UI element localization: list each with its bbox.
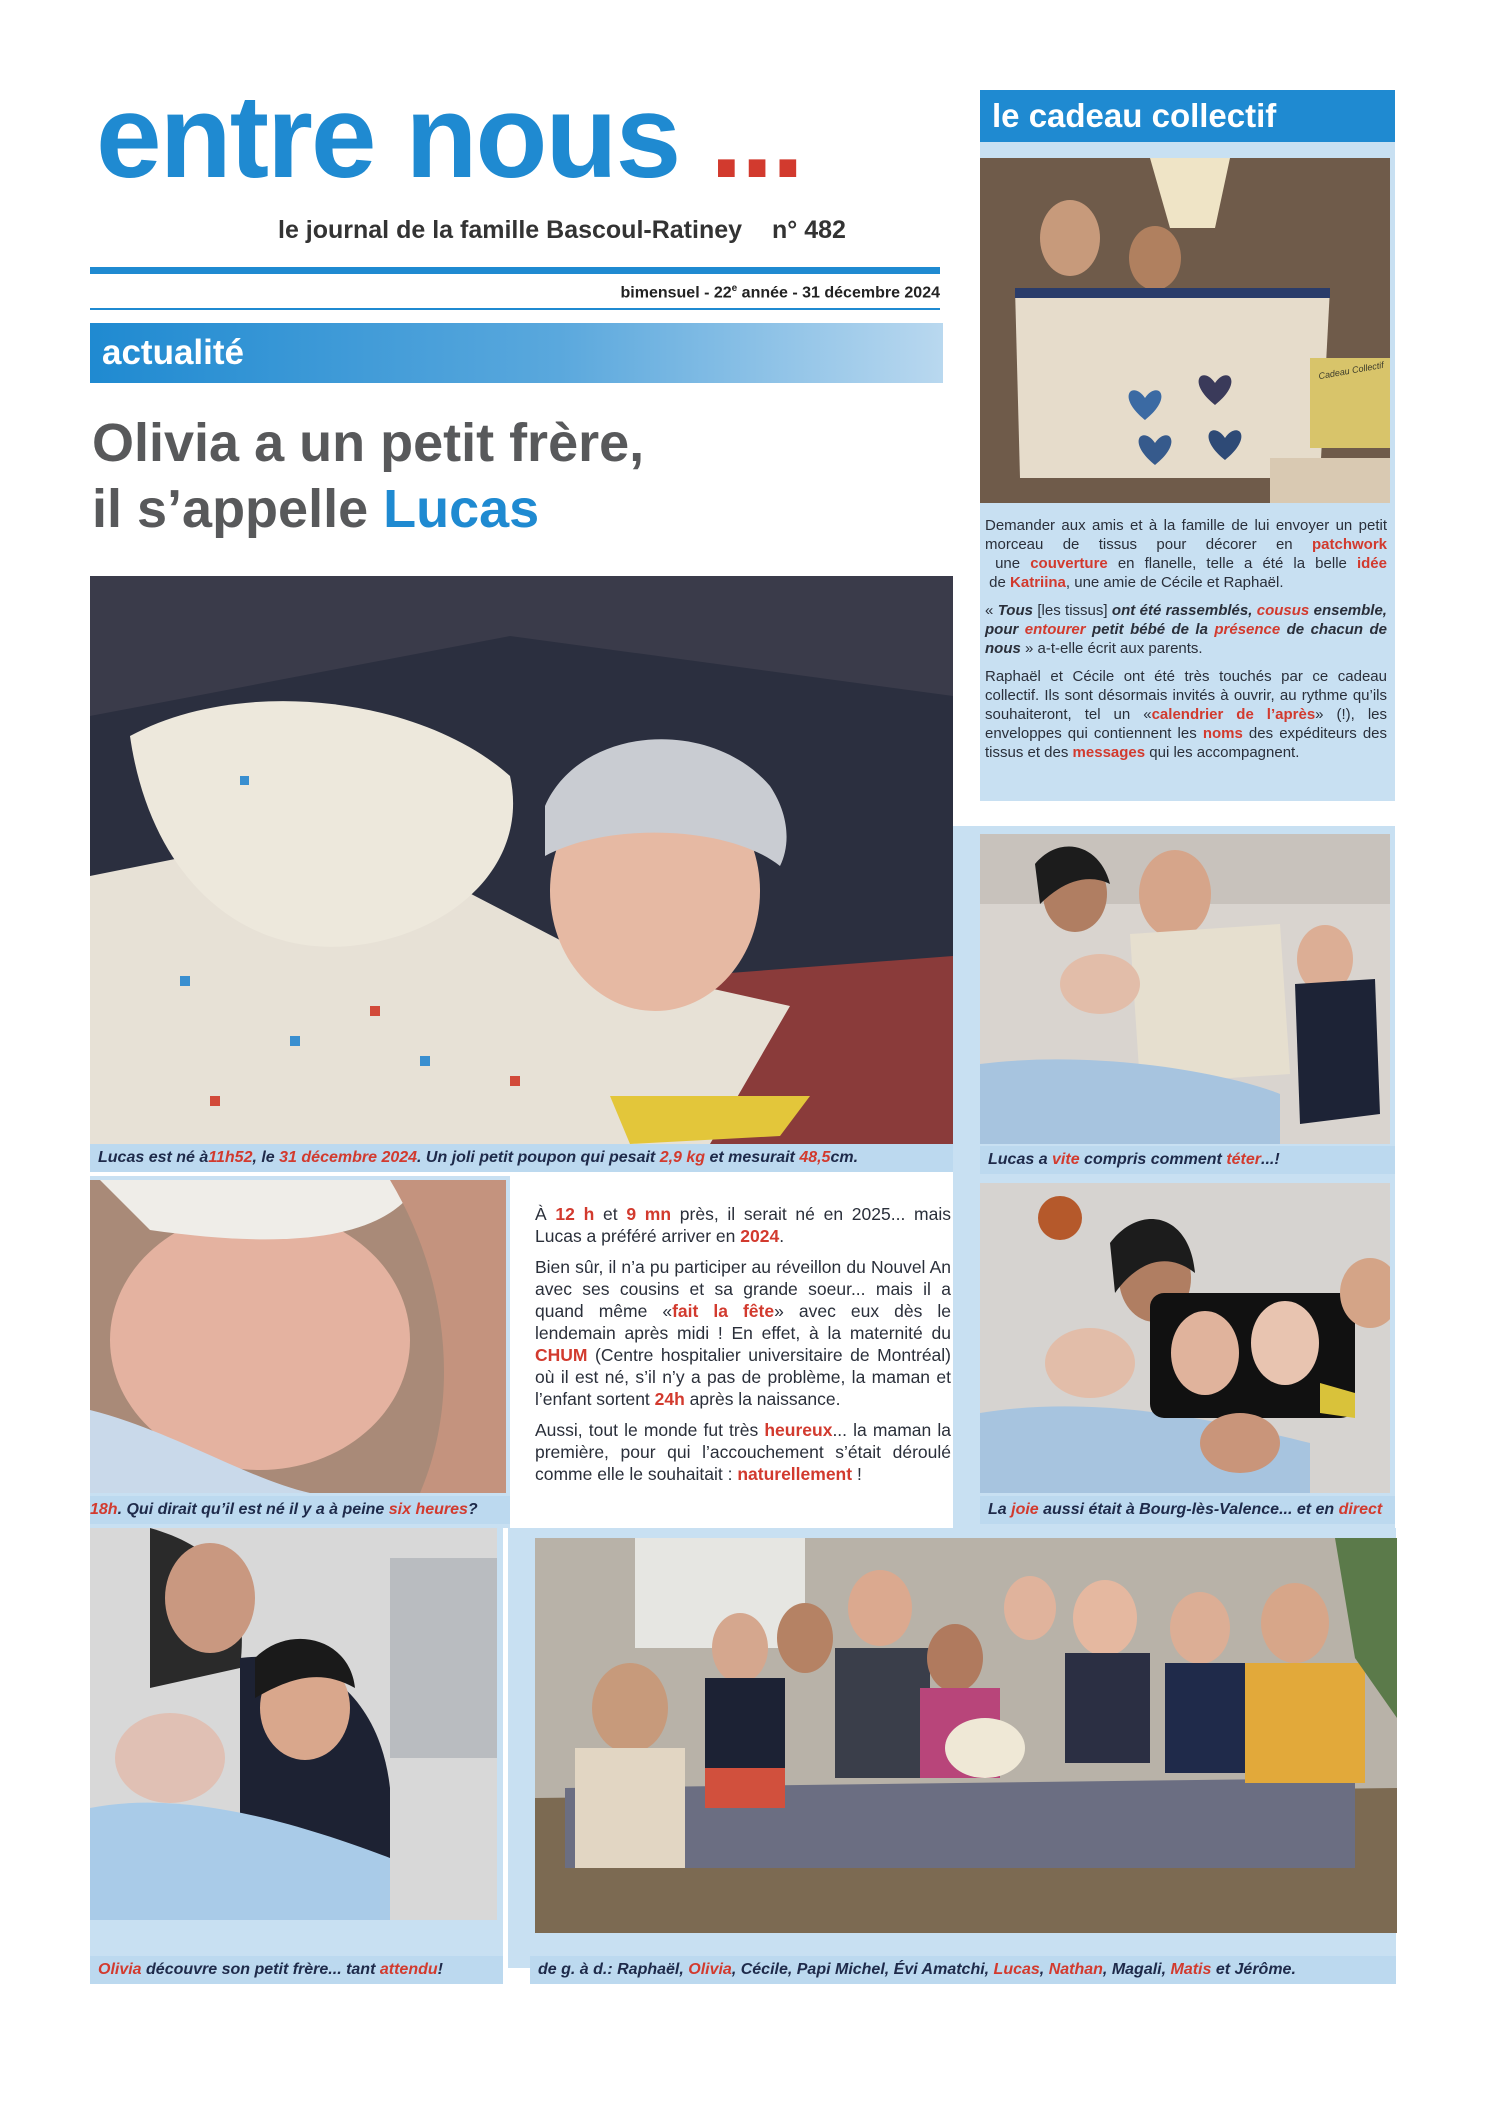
caption-main-1: Lucas est né à (98, 1149, 209, 1166)
caption-group-9: et Jérôme. (1211, 1961, 1296, 1978)
dateline-sup: e (731, 283, 738, 294)
caption-olivia (90, 1956, 503, 1984)
caption-group-8: Matis (1170, 1961, 1212, 1978)
caption-group-4: Lucas (993, 1961, 1040, 1978)
caption-feed-2: vite (1052, 1151, 1080, 1168)
article-paragraph-1 (535, 1203, 951, 1247)
dateline-b: année - 31 décembre 2024 (737, 284, 940, 302)
s2i: présence (1214, 621, 1281, 638)
a3b: heureux (764, 1420, 833, 1440)
caption-feed-3: compris comment (1079, 1151, 1227, 1168)
a2b: fait la fête (672, 1301, 775, 1321)
caption-feed-1: Lucas a (988, 1151, 1053, 1168)
masthead-title (96, 71, 803, 203)
gift-box-label-text: Cadeau Collectif (1317, 359, 1385, 382)
a1c: et (594, 1204, 627, 1224)
s1h: Katriina (1010, 574, 1066, 591)
photo-olivia-with-lucas (90, 1528, 497, 1920)
a1d: 9 mn (626, 1204, 672, 1224)
caption-main-4: 31 décembre 2024 (279, 1149, 418, 1166)
masthead-title-dots: ... (709, 71, 803, 203)
caption-olivia-1: Olivia (98, 1961, 142, 1978)
s2h: petit bébé de la (1085, 621, 1215, 638)
sidebar-body (985, 516, 1387, 771)
caption-group-2: Olivia (688, 1961, 732, 1978)
sidebar-paragraph-3 (985, 667, 1387, 762)
masthead-subtitle (278, 216, 846, 245)
caption-main-5: . Un joli petit poupon qui pesait (417, 1149, 660, 1166)
caption-feed-4: téter (1226, 1151, 1261, 1168)
s1d: couverture (1030, 555, 1108, 572)
a2e: (Centre hospitalier universitaire de Montréal) où il est né, s’il n’y a pas de problème, la maman et l’enfant sortent (535, 1345, 951, 1409)
caption-group-1: de g. à d.: Raphaël, (538, 1961, 689, 1978)
dateline-rule (90, 308, 940, 310)
caption-sleep (90, 1496, 510, 1524)
headline-line2 (92, 476, 644, 542)
a2d: CHUM (535, 1345, 588, 1365)
s1g: de (985, 574, 1011, 591)
caption-group (530, 1956, 1396, 1984)
dateline (580, 283, 940, 302)
a2c: » avec eux dès le lendemain après midi ! En effet, à la maternité du (535, 1301, 951, 1343)
a1a: À (535, 1204, 556, 1224)
sidebar-paragraph-1 (985, 516, 1387, 592)
caption-video-4: direct (1338, 1501, 1383, 1518)
photo-newborn-main (90, 576, 953, 1144)
s3b: calendrier de l’après (1151, 706, 1316, 723)
masthead-title-text: entre nous (96, 71, 710, 203)
caption-main (90, 1144, 953, 1172)
caption-group-5: , (1039, 1961, 1049, 1978)
caption-group-7: , Magali, (1102, 1961, 1171, 1978)
photo-sleeping-baby (90, 1180, 506, 1493)
caption-video-3: aussi était à Bourg-lès-Valence... et en (1038, 1501, 1339, 1518)
caption-main-3: , le (252, 1149, 280, 1166)
caption-sleep-2: . Qui dirait qu’il est né il y a à peine (117, 1501, 389, 1518)
s3e: des expéditeurs des tissus et des (985, 725, 1388, 761)
s3d: noms (1202, 725, 1243, 742)
sidebar-header-text: le cadeau collectif (992, 97, 1277, 134)
s1b: patchwork (1311, 536, 1387, 553)
a1b: 12 h (555, 1204, 595, 1224)
s2a: « (985, 602, 998, 619)
caption-feed (980, 1146, 1395, 1174)
dateline-a: bimensuel - 22 (620, 284, 732, 302)
caption-olivia-3: attendu (379, 1961, 438, 1978)
a1g: . (779, 1226, 785, 1246)
s1a: Demander aux amis et à la famille de lui envoyer un petit morceau de tissus pour décorer en (985, 517, 1387, 553)
caption-video-1: La (988, 1501, 1012, 1518)
headline-line1: Olivia a un petit frère, (92, 413, 645, 473)
a3d: naturellement (737, 1464, 853, 1484)
a3a: Aussi, tout le monde fut très (535, 1420, 765, 1440)
a1e: près, il serait né en 2025... mais Lucas a préféré arriver en (535, 1204, 951, 1246)
a3e: ! (852, 1464, 862, 1484)
a2f: 24h (654, 1389, 685, 1409)
s2b: Tous (997, 602, 1033, 619)
sidebar-paragraph-2 (985, 601, 1387, 658)
s2g: entourer (1024, 621, 1086, 638)
article-paragraph-2 (535, 1256, 951, 1410)
photo-video-call (980, 1183, 1390, 1493)
headline (92, 410, 644, 542)
headline-name: Lucas (383, 479, 540, 539)
caption-sleep-4: ? (467, 1501, 478, 1518)
s2j: de chacun de nous (985, 621, 1388, 657)
s3c: » (!), les enveloppes qui contiennent les (985, 706, 1387, 742)
caption-sleep-3: six heures (388, 1501, 468, 1518)
a1f: 2024 (740, 1226, 780, 1246)
masthead-rule (90, 267, 940, 274)
headline-line2-a: il s’appelle (92, 479, 384, 539)
s1i: , une amie de Cécile et Raphaël. (1065, 574, 1284, 591)
s3a: Raphaël et Cécile ont été très touchés par ce cadeau collectif. Ils sont désormais invités à ouvrir, au rythme qu’ils souhaiteront, tel un « (985, 668, 1387, 723)
article-paragraph-3 (535, 1419, 951, 1485)
caption-video-2: joie (1011, 1501, 1039, 1518)
article-body (535, 1203, 951, 1494)
s1c: une (985, 555, 1031, 572)
s1f: idée (1356, 555, 1387, 572)
section-banner-actualite (90, 323, 943, 383)
s3g: qui les accompagnent. (1145, 744, 1300, 761)
photo-feeding (980, 834, 1390, 1144)
s2k: » a-t-elle écrit aux parents. (1020, 640, 1203, 657)
caption-video (980, 1496, 1395, 1524)
caption-group-3: , Cécile, Papi Michel, Évi Amatchi, (731, 1961, 994, 1978)
caption-feed-5: ...! (1261, 1151, 1280, 1168)
section-label: actualité (102, 333, 244, 372)
s2f: ensemble, pour (985, 602, 1387, 638)
caption-sleep-1: 18h (90, 1501, 118, 1518)
caption-main-9: cm. (830, 1149, 859, 1166)
s2e: cousus (1256, 602, 1310, 619)
s1e: en flanelle, telle a été la belle (1107, 555, 1357, 572)
a2g: après la naissance. (684, 1389, 841, 1409)
caption-main-6: 2,9 kg (659, 1149, 706, 1166)
caption-olivia-4: ! (437, 1961, 443, 1978)
subtitle-text: le journal de la famille Bascoul-Ratiney (278, 216, 743, 244)
photo-gift-blanket (980, 158, 1390, 503)
caption-main-2: 11h52 (208, 1149, 253, 1166)
s2c: [les tissus] (1032, 602, 1112, 619)
issue-number: n° 482 (772, 216, 846, 244)
sidebar-header (980, 90, 1395, 142)
s3f: messages (1072, 744, 1146, 761)
caption-group-6: Nathan (1048, 1961, 1103, 1978)
caption-olivia-2: découvre son petit frère... tant (141, 1961, 380, 1978)
s2d: ont été rassemblés, (1111, 602, 1257, 619)
a3c: ... la maman la première, pour qui l’accouchement s’était déroulé comme elle le souhaitait : (535, 1420, 951, 1484)
photo-family-group (535, 1538, 1397, 1933)
a2a: Bien sûr, il n’a pu participer au réveillon du Nouvel An avec ses cousins et sa grande soeur... mais il a quand même « (535, 1257, 951, 1321)
caption-main-7: et mesurait (705, 1149, 800, 1166)
caption-main-8: 48,5 (799, 1149, 831, 1166)
